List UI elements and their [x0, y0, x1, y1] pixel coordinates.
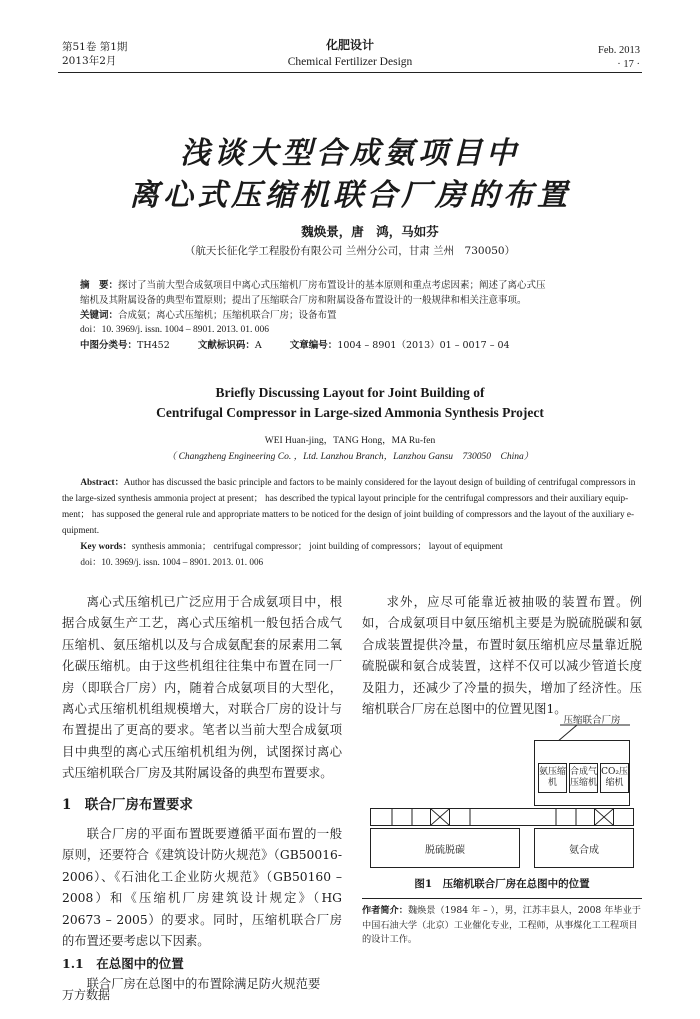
abstract-cn	[80, 278, 620, 353]
keywords-en-label: Key words：	[80, 541, 132, 551]
date-cn: 2013年2月	[62, 55, 117, 67]
author-note	[362, 904, 642, 948]
author-note-text: 魏焕景（1984 年 – ），男，江苏丰县人，2008 年毕业于中国石油大学（北京）工业催化专业，工程师，从事煤化工工程项目的设计工作。	[362, 905, 641, 945]
keywords-en: synthesis ammonia； centrifugal compressor； joint building of compressors； layout of equipment	[131, 541, 503, 551]
journal-name-en: Chemical Fertilizer Design	[287, 56, 413, 68]
section-1-1-heading: 1.1 在总图中的位置	[62, 955, 184, 971]
abstract-en-line3: ment； has supposed the general rule and appropriate matters to be noticed for the design of joint building of compressors and the layout of the auxiliary e-	[62, 509, 635, 519]
intro-paragraph: 离心式压缩机已广泛应用于合成氨项目中，根据合成氨生产工艺，离心式压缩机一般包括合成气压缩机、氨压缩机以及与合成氨配套的尿素用二氧化碳压缩机。由于这些机组往往集中布置在同一厂房（即联合厂房）内，随着合成氨项目的大型化，离心式压缩机机组规模增大，对联合厂房的设计与布置提出了更高的要求。笔者以当前大型合成氨项目中典型的离心式压缩机机组为例，试图探讨离心式压缩机联合厂房及其附属设备的典型布置要求。	[62, 595, 342, 781]
authors: 魏焕景，唐 鸿，马如芬	[301, 224, 439, 239]
english-title-line2: Centrifugal Compressor in Large-sized Ammonia Synthesis Project	[156, 405, 544, 420]
abstract-text-2: 缩机及其附属设备的典型布置原则；提出了压缩联合厂房和附属设备布置设计的一般规律和相关注意事项。	[80, 295, 527, 306]
abstract-label: 摘 要：	[80, 280, 119, 291]
right-column	[362, 592, 642, 720]
co2-compressor-label: CO₂压缩机	[601, 767, 628, 788]
doc-code: A	[254, 340, 262, 351]
syngas-compressor-label: 合成气压缩机	[570, 767, 598, 788]
figure-caption: 图1 压缩机联合厂房在总图中的位置	[414, 878, 590, 890]
article-number-label: 文章编号：	[289, 340, 338, 351]
abstract-en-line2: the large-sized synthesis ammonia project at present； has described the typical layout principle for the centrifugal compressors and their auxiliary equip-	[62, 493, 629, 503]
date-en: Feb. 2013	[598, 45, 640, 56]
desulfurization-unit	[370, 828, 520, 868]
ammonia-synthesis-label: 氨合成	[569, 844, 599, 856]
abstract-en-line1: Author has discussed the basic principle and factors to be mainly considered for the layout design of building of centrifugal compressors in	[123, 477, 636, 487]
rack-dividers	[370, 808, 634, 826]
english-authors: WEI Huan-jing，TANG Hong，MA Ru-fen	[264, 436, 436, 446]
doi-en: doi：10. 3969/j. issn. 1004 – 8901. 2013. 01. 006	[80, 557, 264, 567]
ammonia-compressor-box	[538, 763, 567, 793]
english-affiliation: （ Changzheng Engineering Co. ，Ltd. Lanzhou Branch，Lanzhou Gansu 730050 China）	[166, 452, 534, 462]
keywords-label: 关键词：	[80, 310, 119, 321]
classification: TH452	[137, 340, 170, 351]
syngas-compressor-box	[569, 763, 598, 793]
ammonia-synthesis-unit	[534, 828, 634, 868]
desulfurization-label: 脱硫脱碳	[425, 844, 465, 856]
abstract-text-1: 探讨了当前大型合成氨项目中离心式压缩机厂房布置设计的基本原则和重点考虑因素；阐述了离心式压	[118, 280, 546, 291]
section-1-1-paragraph: 联合厂房在总图中的布置除满足防火规范要	[86, 976, 321, 991]
article-number: 1004 – 8901（2013）01 – 0017 – 04	[337, 340, 510, 351]
author-note-label: 作者简介：	[362, 905, 408, 916]
volume-issue: 第51卷 第1期	[62, 41, 128, 53]
building-label: 压缩联合厂房	[563, 715, 621, 726]
paper-title-line2: 离心式压缩机联合厂房的布置	[129, 178, 571, 213]
journal-name-cn: 化肥设计	[325, 38, 374, 52]
section-1-heading: 1 联合厂房布置要求	[62, 796, 193, 813]
right-paragraph: 求外，应尽可能靠近被抽吸的装置布置。例如，合成氨项目中氨压缩机主要是为脱硫脱碳和氨合成装置提供冷量，布置时氨压缩机应尽量靠近脱硫脱碳和氨合成装置，这样不仅可以减少管道长度及阻力，还减少了冷量的损失，增加了经济性。压缩机联合厂房在总图中的位置见图1。	[362, 595, 642, 717]
classification-label: 中图分类号：	[80, 340, 138, 351]
co2-compressor-box	[600, 763, 629, 793]
paper-title-line1: 浅谈大型合成氨项目中	[180, 136, 520, 171]
doc-code-label: 文献标识码：	[197, 340, 255, 351]
abstract-en	[62, 474, 642, 570]
abstract-en-label: Abstract：	[80, 477, 124, 487]
footer-source: 万方数据	[62, 988, 111, 1002]
abstract-en-line4: quipment.	[62, 525, 100, 535]
left-column	[62, 592, 342, 995]
header-rule	[58, 72, 642, 73]
affiliation: （航天长征化学工程股份有限公司 兰州分公司，甘肃 兰州 730050）	[184, 245, 516, 257]
doi-cn: doi：10. 3969/j. issn. 1004 – 8901. 2013. 01. 006	[80, 325, 269, 335]
section-1-paragraph: 联合厂房的平面布置既要遵循平面布置的一般原则，还要符合《建筑设计防火规范》（GB50016-2006）、《石油化工企业防火规范》（GB50160 – 2008）和《压缩机厂房建筑设计规定》（HG 20673 – 2005）的要求。同时，压缩机联合厂房的布置还要考虑以下因素。	[62, 827, 342, 949]
english-title-line1: Briefly Discussing Layout for Joint Building of	[215, 385, 485, 400]
keywords: 合成氨；离心式压缩机；压缩机联合厂房；设备布置	[118, 310, 337, 321]
page-number: · 17 ·	[617, 59, 640, 70]
ammonia-compressor-label: 氨压缩机	[539, 767, 567, 788]
figure-1	[362, 712, 642, 892]
